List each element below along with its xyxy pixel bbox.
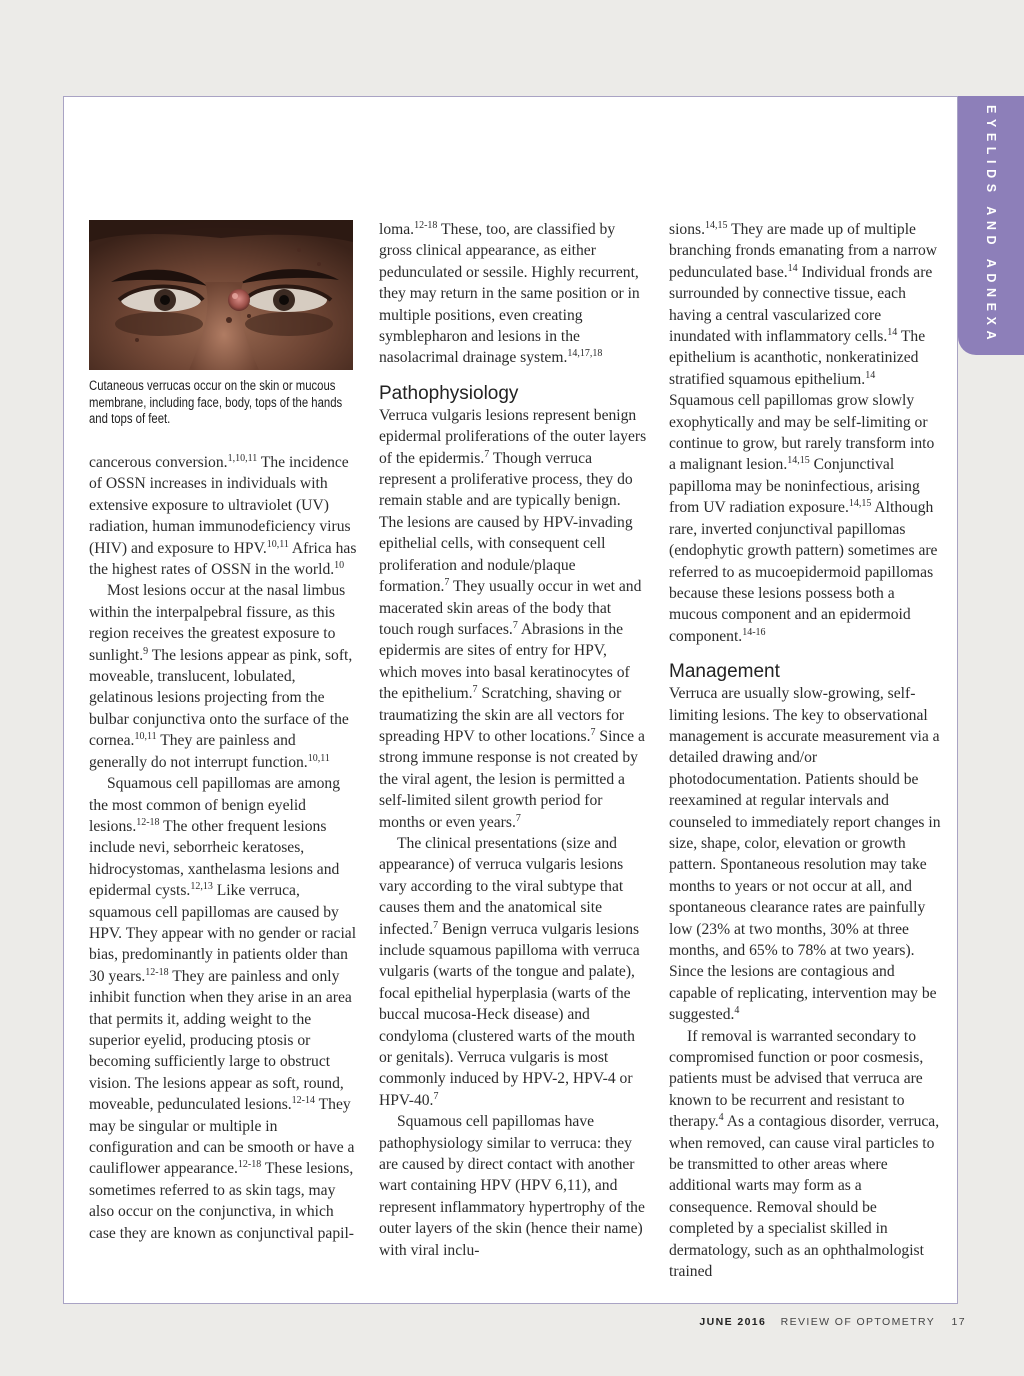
page-number: 17 — [951, 1316, 966, 1328]
face-photo-illustration — [89, 220, 353, 370]
paragraph: Verruca are usually slow-growing, self-limiting lesions. The key to observational management is accurate measurement via a detailed drawing and/or photodocumentation. Patients should be reexamined at regular intervals and counseled to immediately report changes in size, shape, color, elevation or growth pattern. Spontaneous resolution may take months to years or not occur at all, and spontaneous clearance rates are painfully low (23% at two months, 30% at three months, and 65% to 78% at two years). Since the lesions are contagious and capable of replicating, intervention may be suggested.$^4$ — [669, 685, 941, 1024]
footer-journal: REVIEW OF OPTOMETRY — [780, 1316, 936, 1328]
section-tab — [958, 96, 1024, 355]
section-tab-label: EYELIDS AND ADNEXA — [984, 105, 998, 346]
paragraph: Most lesions occur at the nasal limbus within the interpalpebral fissure, as this region receives the greatest exposure to sunlight.$^9$ The lesions appear as pink, soft, moveable, translucent, lobulated, gelatinous lesions projecting from the bulbar conjunctiva onto the surface of the cornea.$^{10,11}$ They are painless and generally do not interrupt function.$^{10,11}$ — [89, 582, 353, 771]
footer-date: JUNE 2016 — [699, 1316, 767, 1328]
figure-photo — [89, 220, 353, 370]
paragraph: Squamous cell papillomas have pathophysiology similar to verruca: they are caused by direct contact with another wart containing HPV (HPV 6,11), and represent inflammatory hypertrophy of the outer layers of the skin (hence their name) with viral inclu- — [379, 1113, 645, 1259]
text-column-3 — [669, 219, 941, 1283]
heading-pathophysiology: Pathophysiology — [379, 382, 519, 404]
paragraph: Squamous cell papillomas are among the most common of benign eyelid lesions.$^{12-18}$ The other frequent lesions include nevi, seborrheic keratoses, hidrocystomas, xanthelasma lesions and epidermal cysts.$^{12,13}$ Like verruca, squamous cell papillomas are caused by HPV. They appear with no gender or racial bias, predominantly in patients older than 30 years.$^{12-18}$ They are painless and only inhibit function when they arise in an area that permits it, adding weight to the superior eyelid, producing ptosis or becoming sufficiently large to obstruct vision. The lesions appear as soft, round, moveable, pedunculated lesions.$^{12-14}$ They may be singular or multiple in configuration and can be smooth or have a cauliflower appearance.$^{12-18}$ These lesions, sometimes referred to as skin tags, may also occur on the conjunctiva, in which case they are known as conjunctival papil- — [89, 775, 357, 1242]
paragraph: The clinical presentations (size and appearance) of verruca vulgaris lesions vary according to the viral subtype that causes them and the anatomical site infected.$^7$ Benign verruca vulgaris lesions include squamous papilloma with verruca vulgaris (warts of the tongue and palate), focal epithelial hyperplasia (warts of the buccal mucosa-Heck disease) and condyloma (clustered warts of the mouth or genitals). Verruca vulgaris is most commonly induced by HPV-2, HPV-4 or HPV-40.$^7$ — [379, 834, 640, 1109]
paragraph: Verruca vulgaris lesions represent benign epidermal proliferations of the outer layers of the epidermis.$^7$ Though verruca represent a proliferative process, they do remain stable and are typically benign. The lesions are caused by HPV-invading epithelial cells, with consequent cell proliferation and nodule/plaque formation.$^7$ They usually occur in wet and macerated skin areas of the body that touch rough surfaces.$^7$ Abrasions in the epidermis are sites of entry for HPV, which moves into basal keratinocytes of the epithelium.$^7$ Scratching, shaving or traumatizing the skin are all vectors for spreading HPV to other locations.$^7$ Since a strong immune response is not created by the viral agent, the lesion is permitted a self-limited silent growth period for months or even years.$^7$ — [379, 406, 647, 831]
paragraph: sions.$^{14,15}$ They are made up of multiple branching fronds emanating from a narrow pedunculated base.$^{14}$ Individual fronds are surrounded by connective tissue, each having a central vascularized core inundated with inflammatory cells.$^{14}$ The epithelium is acanthotic, nonkeratinized stratified squamous epithelium.$^{14}$ Squamous cell papillomas grow slowly exophytically and may be self-limiting or continue to grow, but rarely transform into a malignant lesion.$^{14,15}$ Conjunctival papilloma may be noninfectious, arising from UV radiation exposure.$^{14,15}$ Although rare, inverted conjunctival papillomas (endophytic growth pattern) sometimes are referred to as mucoepidermoid papillomas because these lesions possess both a mucous component and an epidermoid component.$^{14-16}$ — [669, 220, 938, 645]
page-footer — [699, 1316, 966, 1328]
text-column-1 — [89, 452, 357, 1244]
text-column-2 — [379, 219, 647, 1261]
paragraph: cancerous conversion.$^{1,10,11}$ The incidence of OSSN increases in individuals with extensive exposure to ultraviolet (UV) radiation, human immunodeficiency virus (HIV) and exposure to HPV.$^{10,11}$ Africa has the highest rates of OSSN in the world.$^{10}$ — [89, 453, 357, 579]
paragraph: loma.$^{12-18}$ These, too, are classified by gross clinical appearance, as either pedunculated or sessile. Highly recurrent, they may return in the same position or in multiple positions, even creating symblepharon and lesions in the nasolacrimal drainage system.$^{14,17,18}$ — [379, 220, 640, 367]
figure-caption: Cutaneous verrucas occur on the skin or mucous membrane, including face, body, tops of the hands and tops of feet. — [89, 378, 343, 426]
paragraph: If removal is warranted secondary to compromised function or poor cosmesis, patients must be advised that verruca are known to be recurrent and resistant to therapy.$^4$ As a contagious disorder, verruca, when removed, can cause viral particles to be transmitted to other areas where additional warts may form as a consequence. Removal should be completed by a specialist skilled in dermatology, such as an ophthalmologist trained — [669, 1027, 940, 1281]
heading-management: Management — [669, 661, 780, 683]
